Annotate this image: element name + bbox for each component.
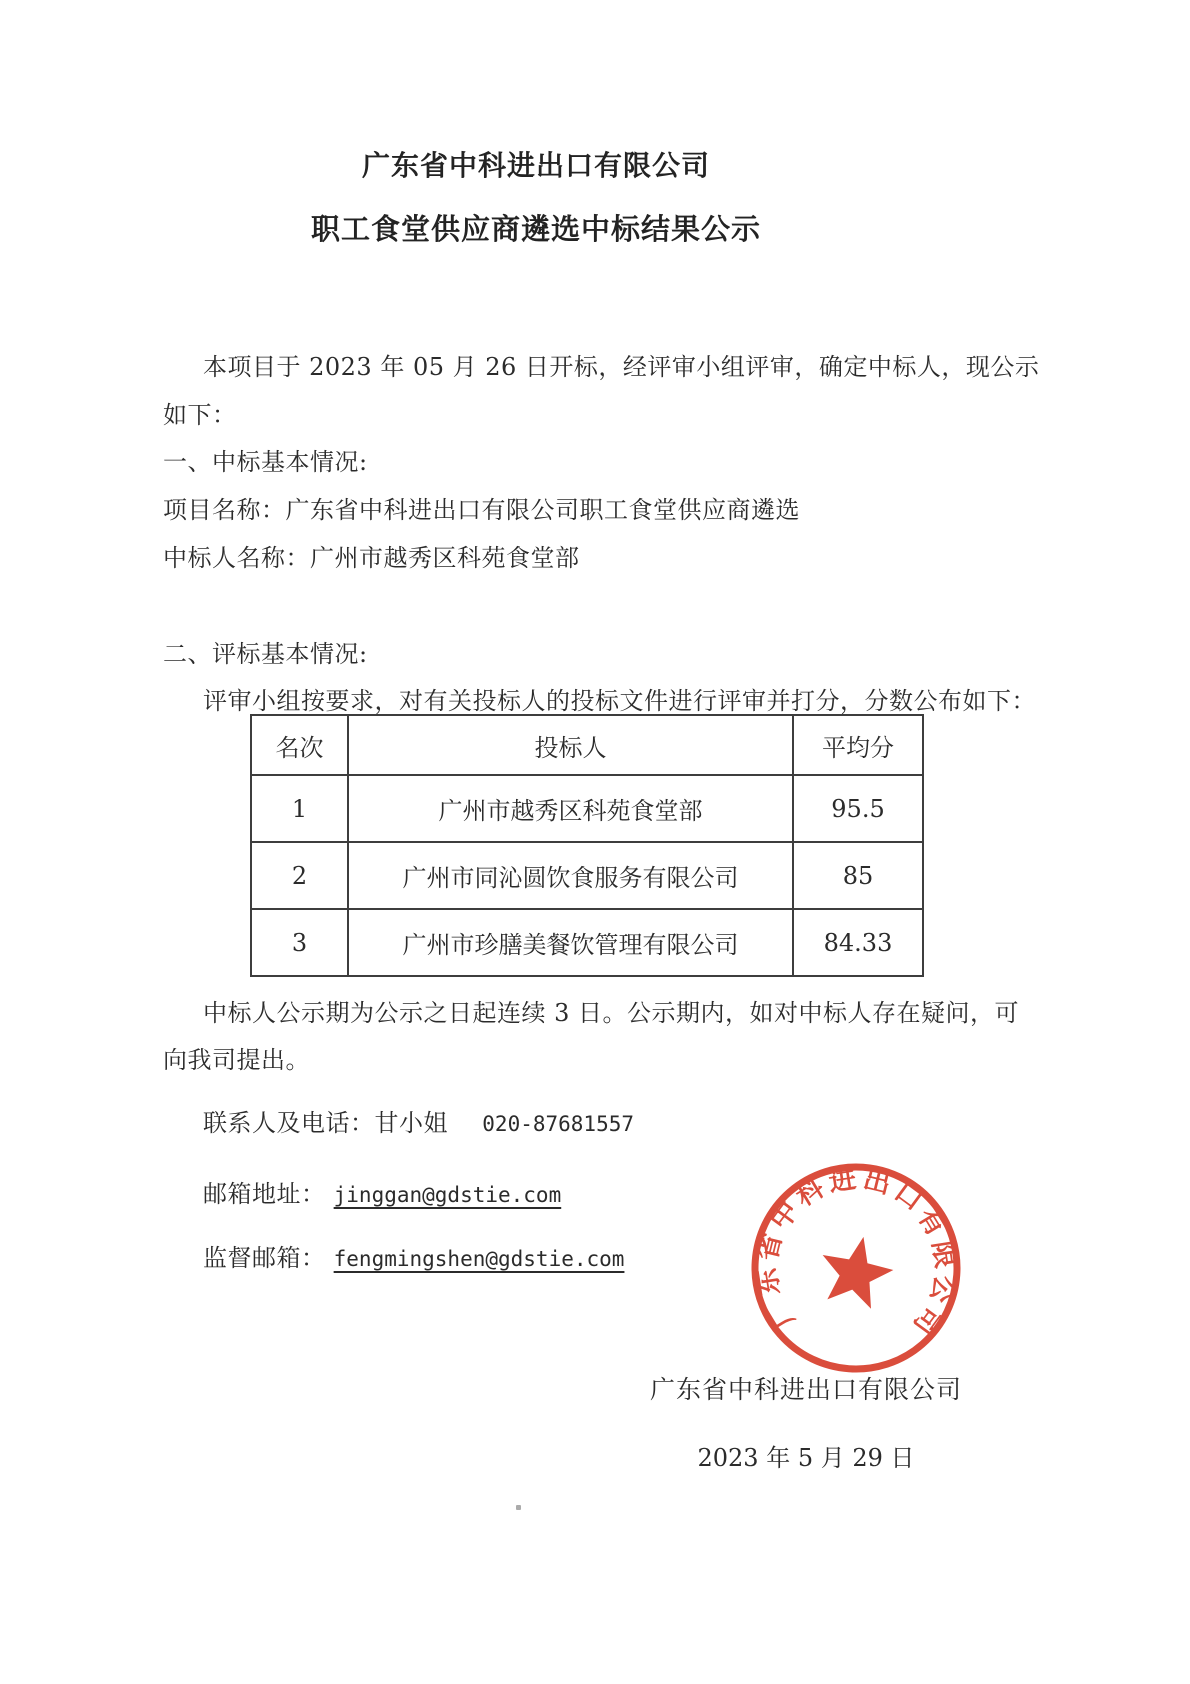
doc-title-line1: 广东省中科进出口有限公司 — [361, 149, 710, 182]
email-line — [203, 1174, 561, 1209]
score-cell: 84.33 — [793, 909, 923, 976]
table-header-row — [251, 715, 923, 775]
table-row — [251, 909, 923, 976]
rank-cell: 3 — [251, 909, 348, 976]
score-table — [250, 714, 924, 977]
supervision-email-line — [203, 1238, 624, 1273]
section1-heading: 一、中标基本情况: — [163, 448, 368, 476]
scan-speck — [516, 1505, 521, 1510]
contact-phone-number: 020-87681557 — [482, 1112, 634, 1136]
supervision-email-label: 监督邮箱： — [203, 1244, 326, 1272]
winner-name-line: 中标人名称：广州市越秀区科苑食堂部 — [163, 544, 580, 572]
rank-cell: 2 — [251, 842, 348, 909]
project-name-line: 项目名称：广东省中科进出口有限公司职工食堂供应商遴选 — [163, 496, 800, 524]
signature-date: 2023 年 5 月 29 日 — [697, 1444, 915, 1472]
intro-line1: 本项目于 2023 年 05 月 26 日开标，经评审小组评审，确定中标人，现公示 — [203, 353, 1040, 381]
table-row — [251, 775, 923, 842]
intro-line2: 如下： — [163, 401, 237, 429]
score-cell: 85 — [793, 842, 923, 909]
bidder-cell: 广州市越秀区科苑食堂部 — [348, 775, 793, 842]
notice-line1: 中标人公示期为公示之日起连续 3 日。公示期内，如对中标人存在疑问，可 — [203, 999, 1020, 1027]
contact-phone-line — [203, 1103, 634, 1138]
bidder-cell: 广州市同沁圆饮食服务有限公司 — [348, 842, 793, 909]
table-header-rank: 名次 — [251, 715, 348, 775]
supervision-email-value: fengmingshen@gdstie.com — [333, 1247, 625, 1271]
company-seal-stamp — [738, 1150, 975, 1387]
seal-star-icon — [819, 1234, 895, 1310]
doc-title-line2: 职工食堂供应商遴选中标结果公示 — [310, 212, 761, 246]
table-row — [251, 842, 923, 909]
bidder-cell: 广州市珍膳美餐饮管理有限公司 — [348, 909, 793, 976]
table-header-bidder: 投标人 — [348, 715, 793, 775]
signature-company: 广东省中科进出口有限公司 — [649, 1375, 962, 1404]
email-label: 邮箱地址： — [203, 1180, 326, 1208]
email-value: jinggan@gdstie.com — [333, 1183, 562, 1207]
section2-heading: 二、评标基本情况: — [163, 640, 368, 668]
score-cell: 95.5 — [793, 775, 923, 842]
section2-intro: 评审小组按要求，对有关投标人的投标文件进行评审并打分，分数公布如下： — [203, 687, 1036, 715]
contact-phone-label: 联系人及电话：甘小姐 — [203, 1109, 448, 1137]
rank-cell: 1 — [251, 775, 348, 842]
table-header-score: 平均分 — [793, 715, 923, 775]
seal-text: 广东省中科进出口有限公司 — [751, 1163, 961, 1341]
notice-line2: 向我司提出。 — [163, 1046, 310, 1074]
